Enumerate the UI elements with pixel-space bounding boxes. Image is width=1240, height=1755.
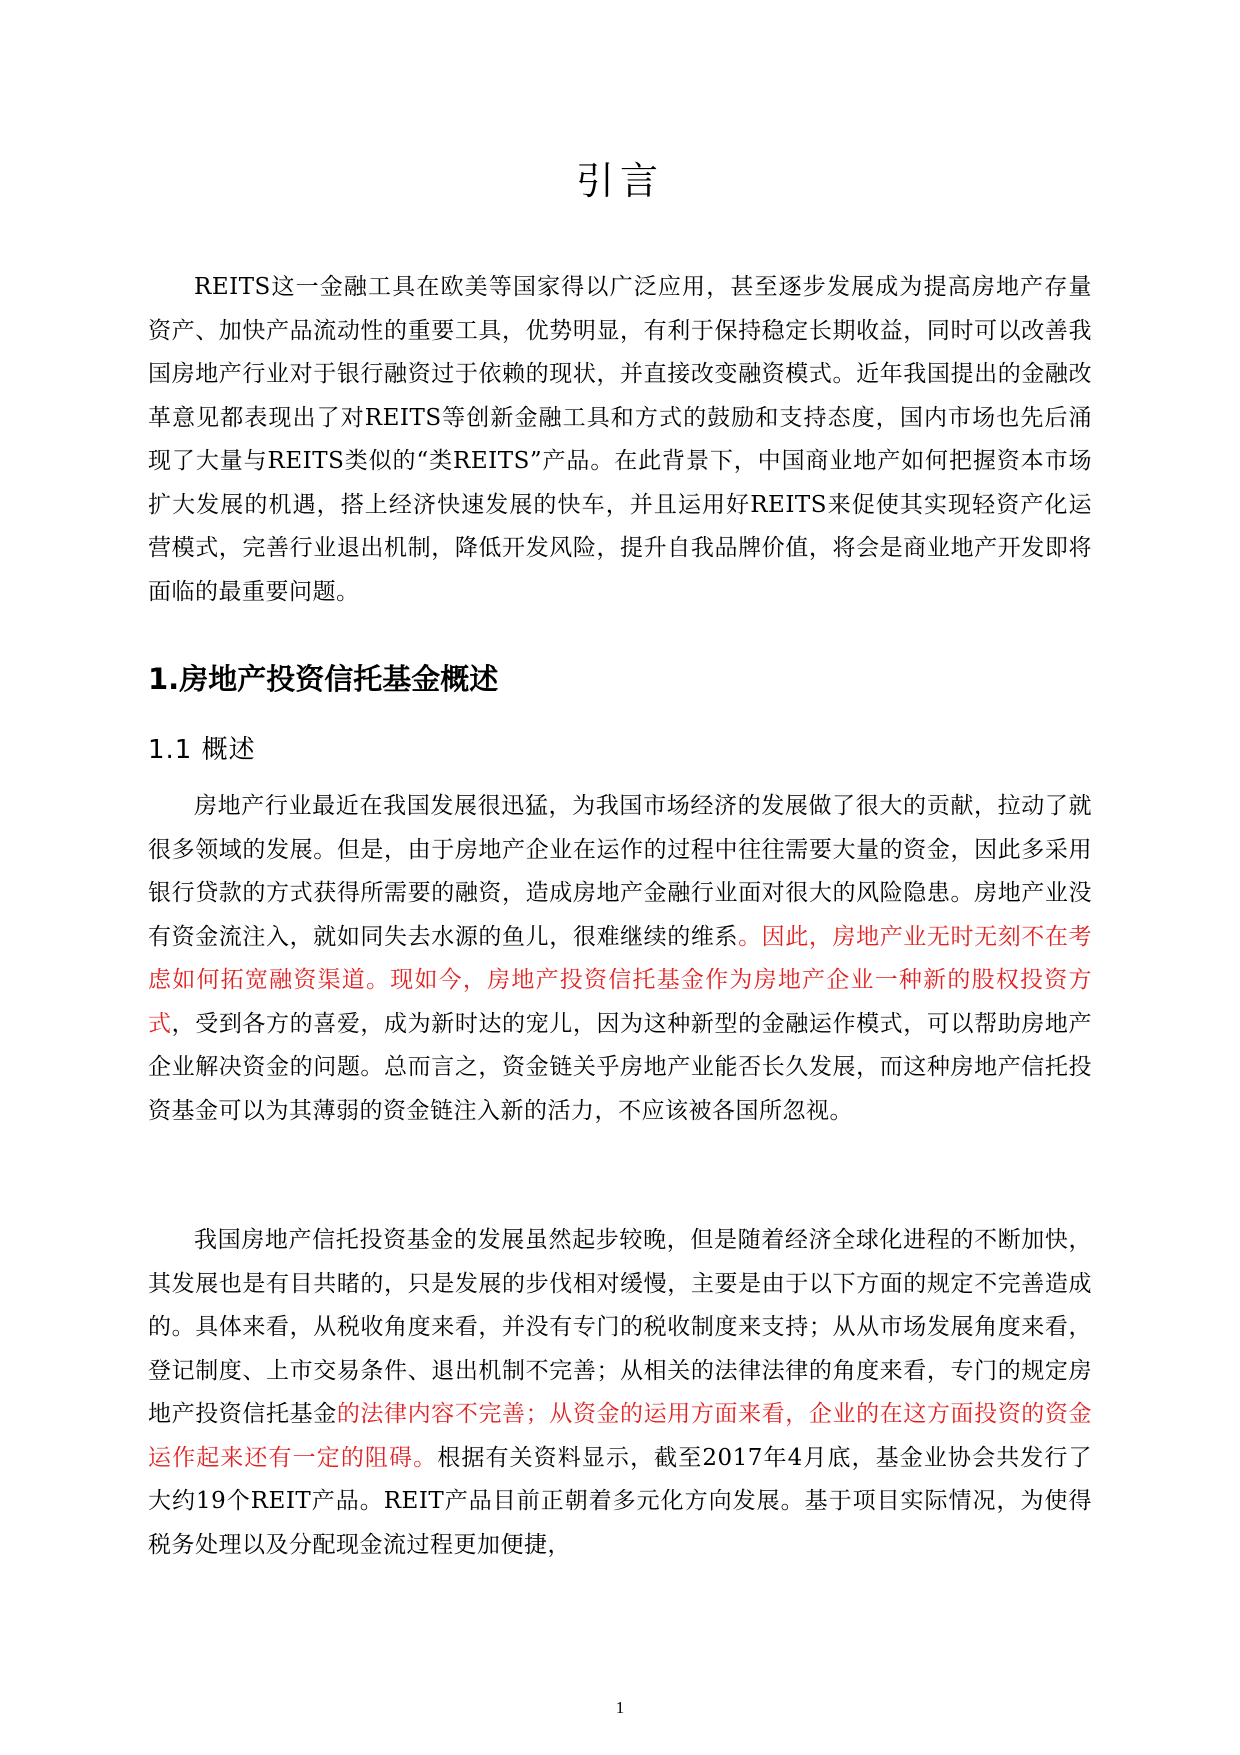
intro-paragraph: REITS这一金融工具在欧美等国家得以广泛应用，甚至逐步发展成为提高房地产存量资产、加快产品流动性的重要工具，优势明显，有利于保持稳定长期收益，同时可以改善我国房地产行业对于银行融资过于依赖的现状，并直接改变融资模式。近年我国提出的金融改革意见都表现出了对REITS等创新金融工具和方式的鼓励和支持态度，国内市场也先后涌现了大量与REITS类似的“类REITS”产品。在此背景下，中国商业地产如何把握资本市场扩大发展的机遇，搭上经济快速发展的快车，并且运用好REITS来促使其实现轻资产化运营模式，完善行业退出机制，降低开发风险，提升自我品牌价值，将会是商业地产开发即将面临的最重要问题。 (148, 274, 1092, 605)
paragraph-1-highlight: 。因此，房地产业无时无刻不在考虑如何拓宽融资渠道。现如今，房地产投资信托基金作为房地产企业一种新的股权投资方式 (148, 923, 1093, 1037)
page-title: 引言 (575, 159, 664, 203)
paragraph-1 (148, 785, 1092, 1133)
paragraph-2 (148, 1219, 1092, 1567)
page-number: 1 (615, 1698, 625, 1717)
section-1-heading: 1.房地产投资信托基金概述 (148, 662, 499, 696)
paragraph-2-highlight: 的法律内容不完善；从资金的运用方面来看，企业的在这方面投资的资金运作起来还有一定的阻碍。 (148, 1401, 1093, 1471)
paragraph-2-text-b: 根据有关资料显示，截至2017年4月底，基金业协会共发行了大约19个REIT产品。REIT产品目前正朝着多元化方向发展。基于项目实际情况，为使得税务处理以及分配现金流过程更加便捷， (148, 1444, 1093, 1558)
paragraph-1-text-a: 房地产行业最近在我国发展很迅猛，为我国市场经济的发展做了很大的贡献，拉动了就很多领域的发展。但是，由于房地产企业在运作的过程中往往需要大量的资金，因此多采用银行贷款的方式获得所需要的融资，造成房地产金融行业面对很大的风险隐患。房地产业没有资金流注入，就如同失去水源的鱼儿，很难继续的维系 (148, 793, 1092, 950)
paragraph-1-text-b: ，受到各方的喜爱，成为新时达的宠儿，因为这种新型的金融运作模式，可以帮助房地产企业解决资金的问题。总而言之，资金链关乎房地产业能否长久发展，而这种房地产信托投资基金可以为其薄弱的资金链注入新的活力，不应该被各国所忽视。 (148, 1010, 1093, 1124)
paragraph-2-text-a: 我国房地产信托投资基金的发展虽然起步较晚，但是随着经济全球化进程的不断加快，其发展也是有目共睹的，只是发展的步伐相对缓慢，主要是由于以下方面的规定不完善造成的。具体来看，从税收角度来看，并没有专门的税收制度来支持；从从市场发展角度来看，登记制度、上市交易条件、退出机制不完善；从相关的法律法律的角度来看，专门的规定房地产投资信托基金 (148, 1227, 1092, 1427)
section-1-1-heading: 1.1 概述 (148, 735, 256, 765)
